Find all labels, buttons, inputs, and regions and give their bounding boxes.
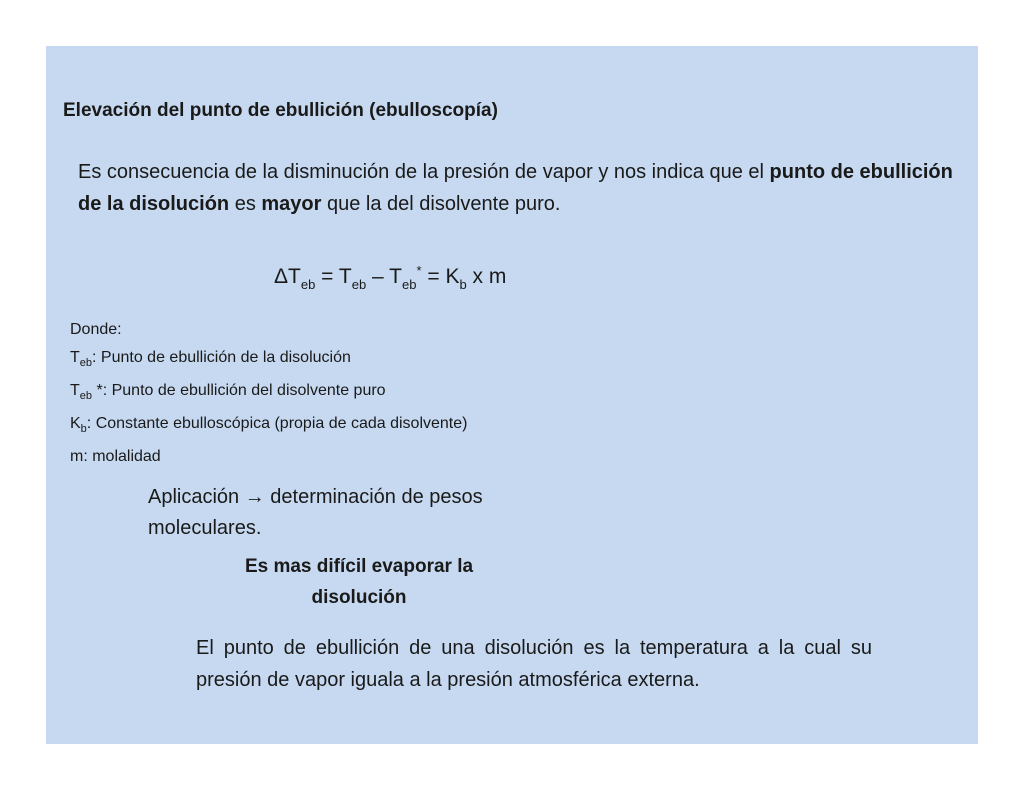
intro-bold-2: mayor: [261, 193, 322, 215]
tebstar-subscript: eb: [79, 390, 93, 402]
formula-star: *: [416, 263, 422, 278]
formula-minus: – T: [366, 265, 402, 288]
definition-teb-star: [70, 377, 467, 410]
boiling-point-formula: [274, 263, 506, 292]
intro-text-1: Es consecuencia de la disminución de la presión de vapor y nos indica que el: [78, 161, 770, 183]
formula-sub-b: b: [459, 277, 467, 292]
teb-symbol: T: [70, 349, 80, 366]
teb-text: : Punto de ebullición de la disolución: [92, 349, 351, 366]
tebstar-symbol: T: [70, 382, 80, 399]
intro-bold-1: punto de ebullición de la disolución: [78, 161, 953, 215]
kb-subscript: b: [80, 423, 87, 435]
formula-sub-eb-3: eb: [401, 277, 417, 292]
formula-sub-eb-2: eb: [351, 277, 367, 292]
slide-panel: [46, 46, 978, 744]
emphasis-text: Es mas difícil evaporar la disolución: [244, 556, 474, 608]
tebstar-text: *: Punto de ebullición del disolvente puro: [92, 382, 386, 399]
formula-delta-t: ΔT: [274, 265, 301, 288]
kb-text: : Constante ebulloscópica (propia de cada disolvente): [86, 415, 468, 432]
definition-m: m: molalidad: [70, 448, 161, 465]
teb-subscript: eb: [79, 357, 93, 369]
definition-kb: [70, 410, 467, 443]
definitions-list: [70, 316, 467, 471]
formula-sub-eb-1: eb: [300, 277, 316, 292]
slide-title: Elevación del punto de ebullición (ebulloscopía): [63, 100, 498, 121]
formula-eq-1: = T: [315, 265, 352, 288]
intro-paragraph: [78, 156, 958, 220]
conclusion-paragraph: El punto de ebullición de una disolución es la temperatura a la cual su presión de vapor iguala a la presión atmosférica externa.: [196, 637, 872, 691]
formula-eq-2: = K: [421, 265, 460, 288]
definitions-heading: Donde:: [70, 321, 122, 338]
kb-symbol: K: [70, 415, 81, 432]
intro-text-3: que la del disolvente puro.: [321, 193, 561, 215]
definition-teb: [70, 344, 467, 377]
intro-text-2: es: [229, 193, 262, 215]
application-text: Aplicación → determinación de pesos moleculares.: [148, 486, 483, 539]
formula-tail: x m: [466, 265, 507, 288]
